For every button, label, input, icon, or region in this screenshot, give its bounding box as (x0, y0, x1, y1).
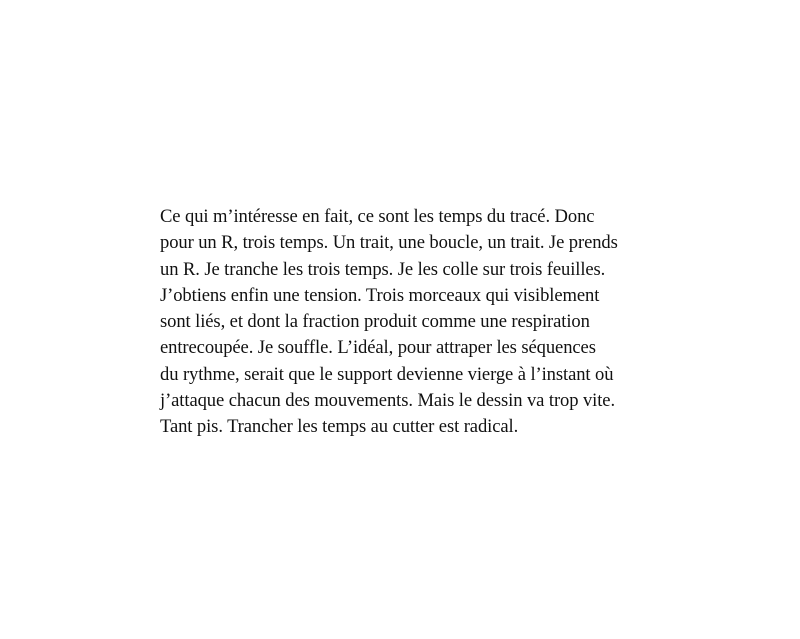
text-line: entrecoupée. Je souffle. L’idéal, pour attraper les séquences (160, 337, 596, 359)
text-line: un R. Je tranche les trois temps. Je les colle sur trois feuilles. (160, 258, 606, 280)
text-line: J’obtiens enfin une tension. Trois morceaux qui visiblement (160, 284, 600, 306)
text-line: j’attaque chacun des mouvements. Mais le dessin va trop vite. (160, 390, 616, 412)
text-line: sont liés, et dont la fraction produit comme une respiration (160, 311, 590, 333)
text-line: Tant pis. Trancher les temps au cutter est radical. (160, 416, 519, 438)
text-line: du rythme, serait que le support devienne vierge à l’instant où (160, 363, 614, 385)
text-line: Ce qui m’intéresse en fait, ce sont les temps du tracé. Donc (160, 206, 595, 227)
text-paragraph (160, 204, 660, 441)
text-line: pour un R, trois temps. Un trait, une boucle, un trait. Je prends (160, 232, 618, 254)
